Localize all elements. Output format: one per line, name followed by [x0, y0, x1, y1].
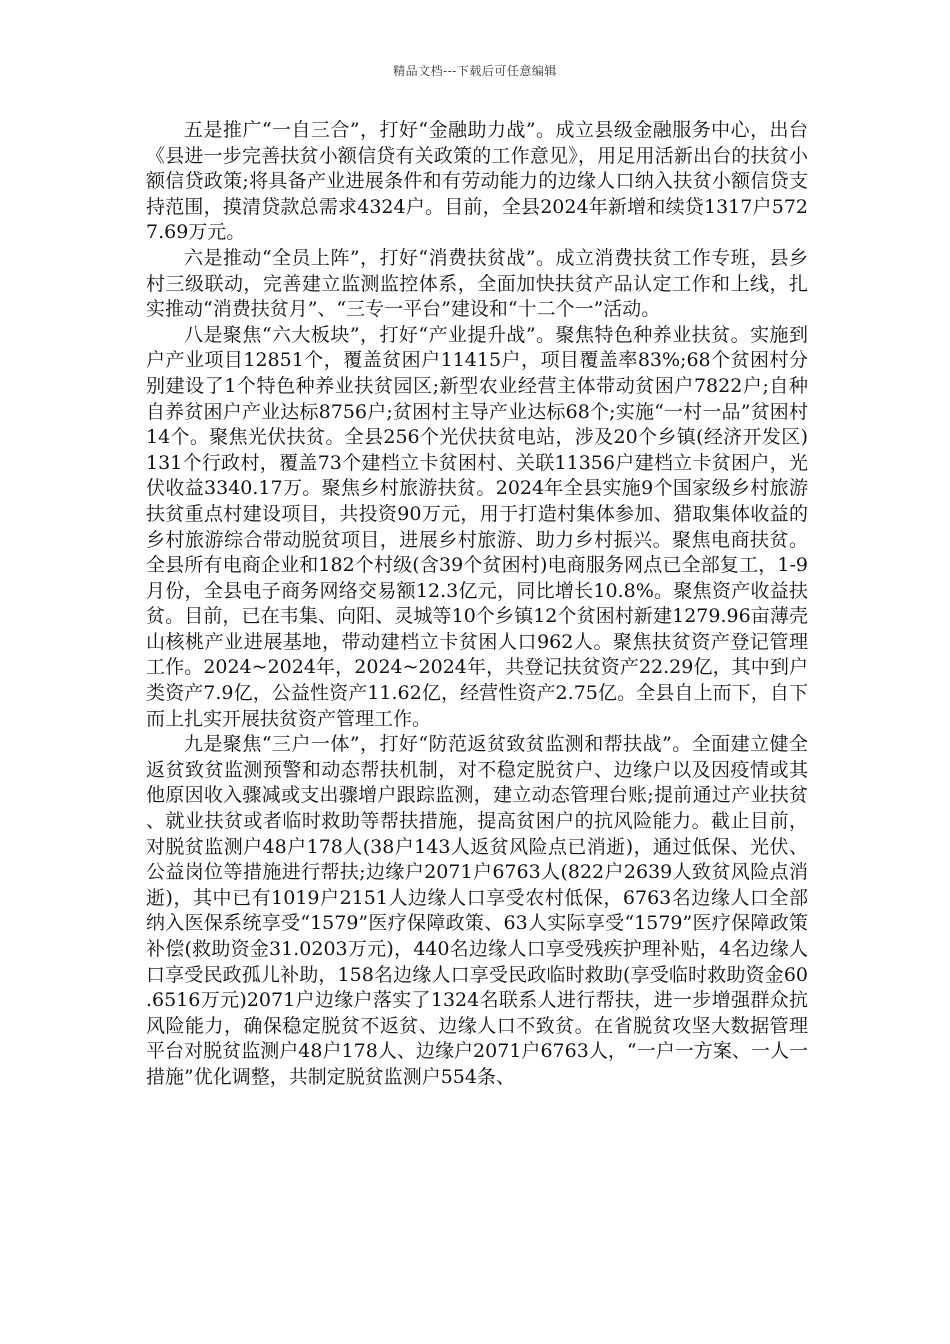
- page-header: 精品文档---下载后可任意编辑: [393, 64, 557, 78]
- paragraph-consumption-poverty-alleviation: 六是推动“全员上阵”，打好“消费扶贫战”。成立消费扶贫工作专班，县乡村三级联动，完善建立监测监控体系，全面加快扶贫产品认定工作和上线，扎实推动“消费扶贫月”、“三专一平台”建设和“十二个一”活动。: [146, 246, 808, 321]
- paragraph-poverty-monitoring: 九是聚焦“三户一体”，打好“防范返贫致贫监测和帮扶战”。全面建立健全返贫致贫监测预警和动态帮扶机制，对不稳定脱贫户、边缘户以及因疫情或其他原因收入骤减或支出骤增户跟踪监测，建立动态管理台账;提前通过产业扶贫、就业扶贫或者临时救助等帮扶措施，提高贫困户的抗风险能力。截止目前，对脱贫监测户48户178人(38户143人返贫风险点已消逝)，通过低保、光伏、公益岗位等措施进行帮扶;边缘户2071户6763人(822户2639人致贫风险点消逝)，其中已有1019户2151人边缘人口享受农村低保，6763名边缘人口全部纳入医保系统享受“1579”医疗保障政策、63人实际享受“1579”医疗保障政策补偿(救助资金31.0203万元)，440名边缘人口享受残疾护理补贴，4名边缘人口享受民政孤儿补助，158名边缘人口享受民政临时救助(享受临时救助资金60.6516万元)2071户边缘户落实了1324名联系人进行帮扶，进一步增强群众抗风险能力，确保稳定脱贫不返贫、边缘人口不致贫。在省脱贫攻坚大数据管理平台对脱贫监测户48户178人、边缘户2071户6763人，“一户一方案、一人一措施”优化调整，共制定脱贫监测户554条、: [146, 733, 808, 1088]
- paragraph-financial-assistance: 五是推广“一自三合”，打好“金融助力战”。成立县级金融服务中心，出台《县进一步完善扶贫小额信贷有关政策的工作意见》，用足用活新出台的扶贫小额信贷政策;将具备产业进展条件和有劳动能力的边缘人口纳入扶贫小额信贷支持范围，摸清贷款总需求4324户。目前，全县2024年新增和续贷1317户5727.69万元。: [146, 119, 808, 244]
- document-body: [146, 118, 808, 1091]
- paragraph-industry-upgrade: 八是聚焦“六大板块”，打好“产业提升战”。聚焦特色种养业扶贫。实施到户产业项目12851个，覆盖贫困户11415户，项目覆盖率83%;68个贫困村分别建设了1个特色种养业扶贫园区;新型农业经营主体带动贫困户7822户;自种自养贫困户产业达标8756户;贫困村主导产业达标68个;实施“一村一品”贫困村14个。聚焦光伏扶贫。全县256个光伏扶贫电站，涉及20个乡镇(经济开发区)131个行政村，覆盖73个建档立卡贫困村、关联11356户建档立卡贫困户，光伏收益3340.17万。聚焦乡村旅游扶贫。2024年全县实施9个国家级乡村旅游扶贫重点村建设项目，共投资90万元，用于打造村集体参加、猎取集体收益的乡村旅游综合带动脱贫项目，进展乡村旅游、助力乡村振兴。聚焦电商扶贫。全县所有电商企业和182个村级(含39个贫困村)电商服务网点已全部复工，1-9月份，全县电子商务网络交易额12.3亿元，同比增长10.8%。聚焦资产收益扶贫。目前，已在韦集、向阳、灵城等10个乡镇12个贫困村新建1279.96亩薄壳山核桃产业进展基地，带动建档立卡贫困人口962人。聚焦扶贫资产登记管理工作。2024~2024年，2024~2024年，共登记扶贫资产22.29亿，其中到户类资产7.9亿，公益性资产11.62亿，经营性资产2.75亿。全县自上而下，自下而上扎实开展扶贫资产管理工作。: [146, 323, 808, 730]
